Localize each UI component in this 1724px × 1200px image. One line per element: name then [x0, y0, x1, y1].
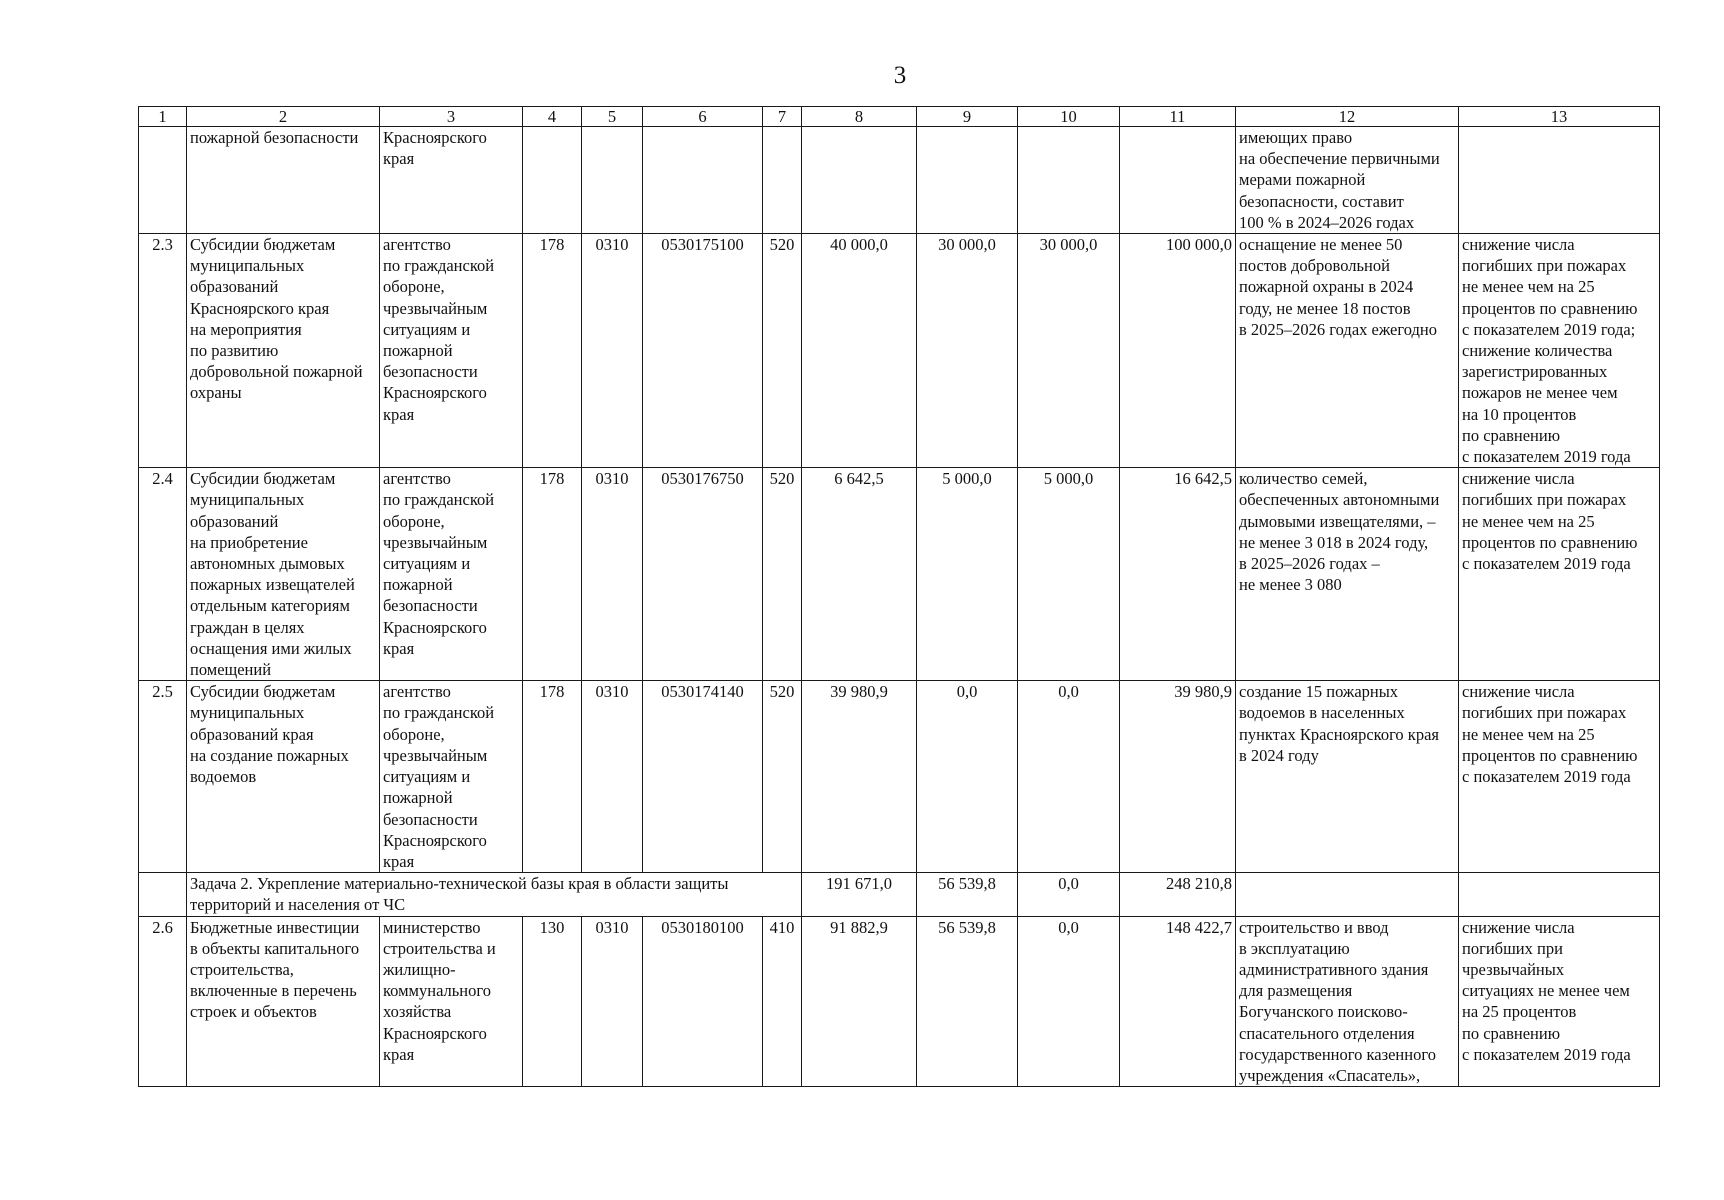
y2024-cell: 39 980,9	[802, 681, 917, 873]
y2025-cell: 5 000,0	[917, 468, 1018, 681]
header-cell: 7	[763, 107, 802, 127]
task-label-cell	[187, 873, 802, 916]
vr-cell	[763, 127, 802, 234]
effect-cell	[1459, 234, 1660, 468]
header-row	[139, 107, 1660, 127]
grbs-cell: 130	[523, 916, 582, 1087]
y2025-cell	[917, 127, 1018, 234]
effect-text: снижение числа погибших при пожарах не менее чем на 25 процентов по сравнению с показателем 2019 года; снижение количества зарегистрированных пожаров не менее чем на 10 процентов по сравнению с показателем 2019 года	[1462, 235, 1638, 467]
page-number: 3	[893, 62, 907, 89]
name-cell	[187, 468, 380, 681]
name-text: Субсидии бюджетам муниципальных образований Красноярского края на мероприятия по развитию добровольной пожарной охраны	[190, 235, 363, 403]
total-cell: 248 210,8	[1120, 873, 1236, 916]
header-cell: 6	[643, 107, 763, 127]
name-cell	[187, 234, 380, 468]
y2025-cell: 0,0	[917, 681, 1018, 873]
rzpr-cell	[582, 127, 643, 234]
rzpr-cell: 0310	[582, 468, 643, 681]
result-cell	[1236, 127, 1459, 234]
result-cell	[1236, 681, 1459, 873]
y2024-cell: 40 000,0	[802, 234, 917, 468]
grbs-cell: 178	[523, 468, 582, 681]
table-row-2-4	[139, 468, 1660, 681]
effect-cell	[1459, 916, 1660, 1087]
vr-cell: 520	[763, 468, 802, 681]
result-cell	[1236, 468, 1459, 681]
name-cell	[187, 916, 380, 1087]
header-cell: 10	[1018, 107, 1120, 127]
effect-text: снижение числа погибших при чрезвычайных ситуациях не менее чем на 25 процентов по сравнению с показателем 2019 года	[1462, 917, 1631, 1064]
executor-text: агентство по гражданской обороне, чрезвычайным ситуациям и пожарной безопасности Красноярского края	[383, 469, 495, 658]
y2024-cell: 6 642,5	[802, 468, 917, 681]
num-cell: 2.5	[139, 681, 187, 873]
executor-text: агентство по гражданской обороне, чрезвычайным ситуациям и пожарной безопасности Красноярского края	[383, 682, 495, 871]
rzpr-cell: 0310	[582, 681, 643, 873]
name-cell	[187, 127, 380, 234]
name-text: Субсидии бюджетам муниципальных образований на приобретение автономных дымовых пожарных извещателей отдельным категориям граждан в целях оснащения ими жилых помещений	[190, 469, 355, 680]
task-row	[139, 873, 1660, 916]
effect-cell	[1459, 681, 1660, 873]
name-text: Бюджетные инвестиции в объекты капитального строительства, включенные в перечень строек и объектов	[190, 917, 360, 1022]
grbs-cell	[523, 127, 582, 234]
y2025-cell: 56 539,8	[917, 916, 1018, 1087]
total-cell: 16 642,5	[1120, 468, 1236, 681]
executor-text: министерство строительства и жилищно- коммунального хозяйства Красноярского края	[383, 917, 496, 1064]
executor-cell	[380, 127, 523, 234]
result-text: создание 15 пожарных водоемов в населенных пунктах Красноярского края в 2024 году	[1239, 682, 1439, 765]
y2024-cell	[802, 127, 917, 234]
grbs-cell: 178	[523, 681, 582, 873]
effect-text: снижение числа погибших при пожарах не менее чем на 25 процентов по сравнению с показателем 2019 года	[1462, 469, 1638, 574]
csr-cell: 0530176750	[643, 468, 763, 681]
executor-cell	[380, 468, 523, 681]
y2026-cell	[1018, 127, 1120, 234]
result-cell	[1236, 873, 1459, 916]
table-row-2-3	[139, 234, 1660, 468]
executor-cell	[380, 234, 523, 468]
header-cell: 5	[582, 107, 643, 127]
table-row-2-6	[139, 916, 1660, 1087]
result-text: имеющих право на обеспечение первичными мерами пожарной безопасности, составит 100 % в 2024–2026 годах	[1239, 128, 1440, 232]
result-text: оснащение не менее 50 постов добровольной пожарной охраны в 2024 году, не менее 18 постов в 2025–2026 годах ежегодно	[1239, 235, 1437, 339]
header-cell: 1	[139, 107, 187, 127]
csr-cell: 0530174140	[643, 681, 763, 873]
y2026-cell: 0,0	[1018, 916, 1120, 1087]
csr-cell: 0530180100	[643, 916, 763, 1087]
effect-cell	[1459, 873, 1660, 916]
y2025-cell: 56 539,8	[917, 873, 1018, 916]
y2024-cell: 191 671,0	[802, 873, 917, 916]
result-cell	[1236, 916, 1459, 1087]
total-cell	[1120, 127, 1236, 234]
executor-text: Красноярского края	[383, 128, 487, 169]
executor-cell	[380, 916, 523, 1087]
vr-cell: 520	[763, 234, 802, 468]
result-cell	[1236, 234, 1459, 468]
total-cell: 148 422,7	[1120, 916, 1236, 1087]
header-cell: 11	[1120, 107, 1236, 127]
name-cell	[187, 681, 380, 873]
header-cell: 4	[523, 107, 582, 127]
effect-cell	[1459, 468, 1660, 681]
csr-cell: 0530175100	[643, 234, 763, 468]
header-cell: 13	[1459, 107, 1660, 127]
name-text: Субсидии бюджетам муниципальных образований края на создание пожарных водоемов	[190, 682, 349, 787]
table-row-continuation	[139, 127, 1660, 234]
header-cell: 8	[802, 107, 917, 127]
vr-cell: 410	[763, 916, 802, 1087]
total-cell: 100 000,0	[1120, 234, 1236, 468]
num-cell	[139, 127, 187, 234]
y2026-cell: 0,0	[1018, 681, 1120, 873]
total-cell: 39 980,9	[1120, 681, 1236, 873]
y2025-cell: 30 000,0	[917, 234, 1018, 468]
effect-text: снижение числа погибших при пожарах не менее чем на 25 процентов по сравнению с показателем 2019 года	[1462, 682, 1638, 787]
num-cell	[139, 873, 187, 916]
num-cell: 2.3	[139, 234, 187, 468]
y2026-cell: 30 000,0	[1018, 234, 1120, 468]
rzpr-cell: 0310	[582, 234, 643, 468]
executor-text: агентство по гражданской обороне, чрезвычайным ситуациям и пожарной безопасности Красноярского края	[383, 235, 495, 424]
header-cell: 2	[187, 107, 380, 127]
name-text: пожарной безопасности	[190, 128, 359, 147]
result-text: строительство и ввод в эксплуатацию административного здания для размещения Богучанского поисково- спасательного отделения государственного казенного учреждения «Спасатель»,	[1239, 917, 1436, 1085]
header-cell: 3	[380, 107, 523, 127]
program-measures-table	[138, 106, 1660, 1087]
y2026-cell: 0,0	[1018, 873, 1120, 916]
header-cell: 12	[1236, 107, 1459, 127]
y2026-cell: 5 000,0	[1018, 468, 1120, 681]
num-cell: 2.4	[139, 468, 187, 681]
grbs-cell: 178	[523, 234, 582, 468]
rzpr-cell: 0310	[582, 916, 643, 1087]
executor-cell	[380, 681, 523, 873]
vr-cell: 520	[763, 681, 802, 873]
num-cell: 2.6	[139, 916, 187, 1087]
task-label: Задача 2. Укрепление материально-технической базы края в области защиты территорий и населения от ЧС	[190, 874, 729, 915]
table-row-2-5	[139, 681, 1660, 873]
csr-cell	[643, 127, 763, 234]
effect-cell	[1459, 127, 1660, 234]
y2024-cell: 91 882,9	[802, 916, 917, 1087]
header-cell: 9	[917, 107, 1018, 127]
result-text: количество семей, обеспеченных автономными дымовыми извещателями, – не менее 3 018 в 2024 году, в 2025–2026 годах – не менее 3 080	[1239, 469, 1440, 595]
